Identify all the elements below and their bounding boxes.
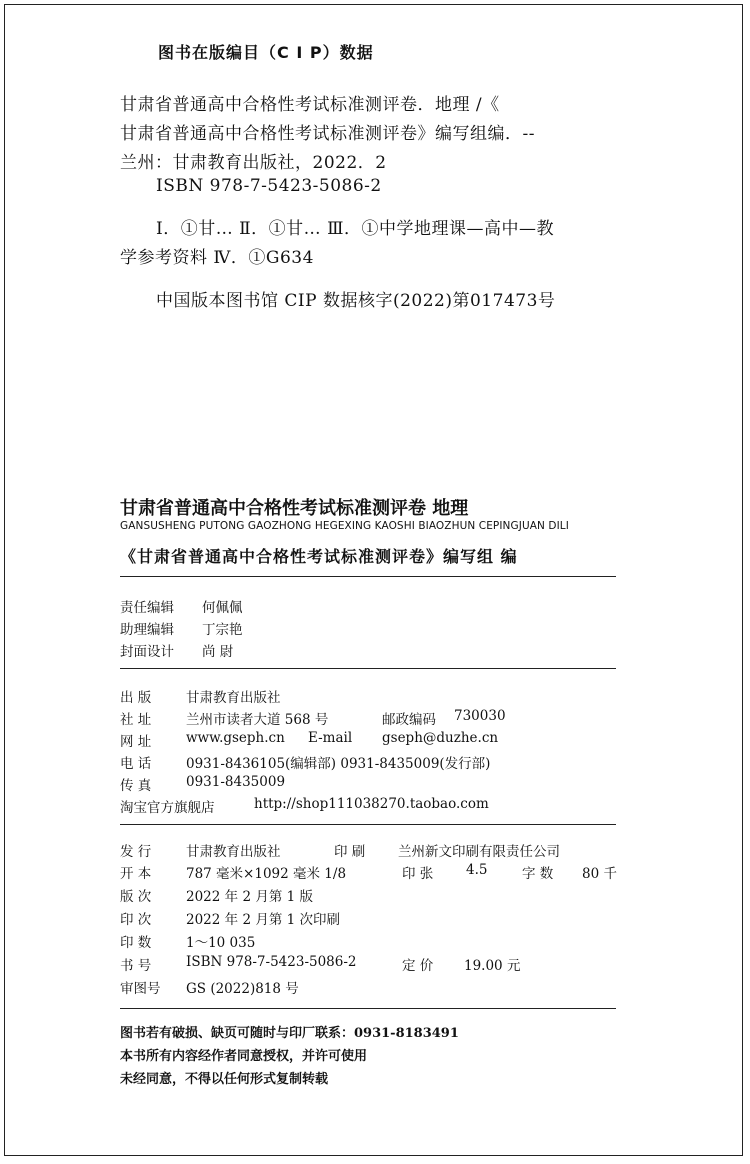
distribute-value: 甘肃教育出版社 bbox=[186, 844, 281, 860]
sheets-label: 印 张 bbox=[402, 866, 434, 882]
staff-label: 助理编辑 bbox=[120, 622, 174, 638]
publisher-row bbox=[120, 686, 281, 706]
fax-label: 传 真 bbox=[120, 778, 152, 794]
staff-value: 丁宗艳 bbox=[202, 622, 243, 638]
shop-label: 淘宝官方旗舰店 bbox=[120, 800, 215, 816]
format-row bbox=[120, 862, 617, 882]
staff-row-responsible-editor bbox=[120, 596, 243, 616]
printer-value: 兰州新文印刷有限责任公司 bbox=[398, 844, 560, 860]
distribution-row bbox=[120, 840, 560, 860]
edition-label: 版 次 bbox=[120, 889, 152, 905]
fax-value: 0931-8435009 bbox=[186, 774, 286, 790]
shop-row bbox=[120, 796, 489, 816]
impression-row bbox=[120, 908, 340, 928]
divider-4 bbox=[120, 1008, 616, 1009]
website-value: www.gseph.cn bbox=[186, 730, 285, 746]
cip-classification-line-1: Ⅰ．①甘… Ⅱ．①甘… Ⅲ．①中学地理课—高中—教 bbox=[156, 219, 554, 239]
copies-row bbox=[120, 931, 256, 951]
fax-row bbox=[120, 774, 286, 794]
map-review-value: GS (2022)818 号 bbox=[186, 981, 299, 997]
cip-isbn: ISBN 978-7-5423-5086-2 bbox=[156, 176, 382, 196]
map-review-row bbox=[120, 977, 299, 997]
cip-title-line-1: 甘肃省普通高中合格性考试标准测评卷．地理 /《 bbox=[120, 95, 500, 115]
footer-notice-1: 图书若有破损、缺页可随时与印厂联系：0931-8183491 bbox=[120, 1026, 459, 1041]
printer-label: 印 刷 bbox=[334, 844, 366, 860]
website-label: 网 址 bbox=[120, 734, 152, 750]
staff-label: 责任编辑 bbox=[120, 600, 174, 616]
isbn-label: 书 号 bbox=[120, 958, 152, 974]
staff-value: 尚 尉 bbox=[202, 644, 234, 660]
staff-label: 封面设计 bbox=[120, 644, 174, 660]
map-review-label: 审图号 bbox=[120, 981, 161, 997]
edition-row bbox=[120, 885, 313, 905]
website-row bbox=[120, 730, 499, 750]
words-value: 80 千 bbox=[582, 866, 617, 882]
email-value: gseph@duzhe.cn bbox=[382, 730, 499, 746]
price-value: 19.00 元 bbox=[464, 958, 521, 974]
staff-row-assistant-editor bbox=[120, 618, 243, 638]
cip-title-line-3: 兰州：甘肃教育出版社，2022．2 bbox=[120, 153, 387, 173]
phone-value: 0931-8436105(编辑部) 0931-8435009(发行部) bbox=[186, 756, 491, 772]
publish-label: 出 版 bbox=[120, 690, 152, 706]
format-value: 787 毫米×1092 毫米 1/8 bbox=[186, 866, 347, 882]
address-value: 兰州市读者大道 568 号 bbox=[186, 712, 329, 728]
divider-1 bbox=[120, 576, 616, 577]
cip-heading: 图书在版编目（C I P）数据 bbox=[158, 43, 374, 62]
shop-value: http://shop111038270.taobao.com bbox=[254, 796, 489, 812]
postcode-label: 邮政编码 bbox=[382, 712, 436, 728]
divider-3 bbox=[120, 824, 616, 825]
distribute-label: 发 行 bbox=[120, 844, 152, 860]
edition-value: 2022 年 2 月第 1 版 bbox=[186, 889, 313, 905]
divider-2 bbox=[120, 668, 616, 669]
book-editor: 《甘肃省普通高中合格性考试标准测评卷》编写组 编 bbox=[120, 547, 518, 566]
words-label: 字 数 bbox=[522, 866, 554, 882]
price-label: 定 价 bbox=[402, 958, 434, 974]
cip-core-number: 中国版本图书馆 CIP 数据核字(2022)第017473号 bbox=[156, 291, 556, 311]
address-row bbox=[120, 708, 506, 728]
isbn-value: ISBN 978-7-5423-5086-2 bbox=[186, 954, 357, 970]
footer-notice-3: 未经同意，不得以任何形式复制转载 bbox=[120, 1072, 329, 1087]
address-label: 社 址 bbox=[120, 712, 152, 728]
footer-notice-2: 本书所有内容经作者同意授权，并许可使用 bbox=[120, 1049, 368, 1064]
format-label: 开 本 bbox=[120, 866, 152, 882]
isbn-row bbox=[120, 954, 521, 974]
copies-label: 印 数 bbox=[120, 935, 152, 951]
book-title: 甘肃省普通高中合格性考试标准测评卷 地理 bbox=[120, 498, 469, 519]
book-title-pinyin: GANSUSHENG PUTONG GAOZHONG HEGEXING KAOSHI BIAOZHUN CEPINGJUAN DILI bbox=[120, 520, 569, 532]
publish-value: 甘肃教育出版社 bbox=[186, 690, 281, 706]
impression-label: 印 次 bbox=[120, 912, 152, 928]
phone-row bbox=[120, 752, 491, 772]
staff-value: 何佩佩 bbox=[202, 600, 243, 616]
copies-value: 1～10 035 bbox=[186, 935, 256, 951]
impression-value: 2022 年 2 月第 1 次印刷 bbox=[186, 912, 340, 928]
staff-row-cover-design bbox=[120, 640, 234, 660]
cip-title-line-2: 甘肃省普通高中合格性考试标准测评卷》编写组编．-- bbox=[120, 124, 535, 144]
cip-classification-line-2: 学参考资料 Ⅳ．①G634 bbox=[120, 248, 314, 268]
email-label: E-mail bbox=[308, 730, 353, 746]
sheets-value: 4.5 bbox=[466, 862, 488, 878]
phone-label: 电 话 bbox=[120, 756, 152, 772]
postcode-value: 730030 bbox=[454, 708, 506, 724]
